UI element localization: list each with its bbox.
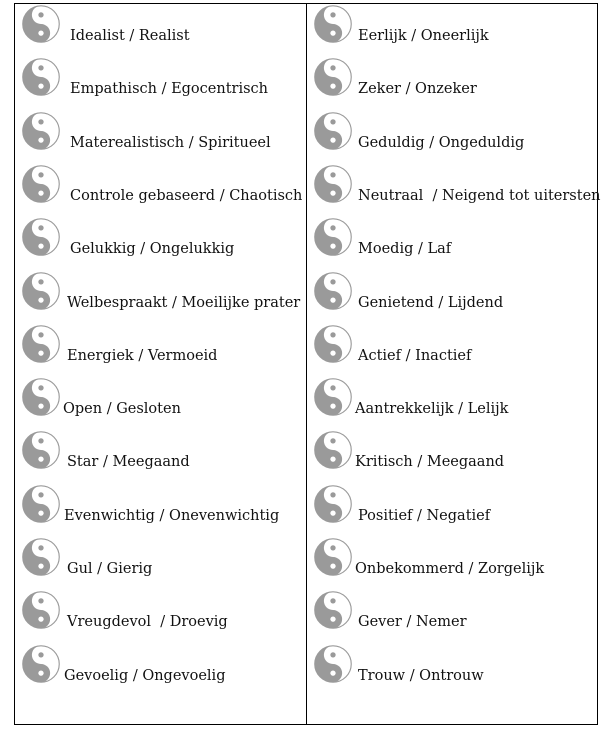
word-pair-row (15, 272, 306, 325)
word-pair-row (15, 58, 306, 111)
yin-yang-icon (314, 591, 352, 629)
word-pair-label: Positief / Negatief (358, 507, 491, 524)
yin-yang-icon (22, 378, 60, 416)
word-pair-row (15, 431, 306, 484)
yin-yang-icon (314, 325, 352, 363)
word-pair-row (15, 325, 306, 378)
word-pair-label: Welbespraakt / Moeilijke prater (67, 294, 301, 311)
word-pair-label: Controle gebaseerd / Chaotisch (70, 187, 303, 204)
word-pair-label: Evenwichtig / Onevenwichtig (64, 507, 280, 524)
word-pair-label: Kritisch / Meegaand (355, 454, 505, 471)
word-pair-row (15, 5, 306, 58)
yin-yang-icon (314, 112, 352, 150)
word-pair-label: Energiek / Vermoeid (67, 347, 218, 364)
word-pair-row (307, 218, 597, 271)
yin-yang-icon (314, 645, 352, 683)
word-pair-row (15, 485, 306, 538)
word-pair-label: Aantrekkelijk / Lelijk (355, 401, 509, 418)
yin-yang-icon (314, 58, 352, 96)
yin-yang-icon (22, 165, 60, 203)
left-column (15, 4, 307, 724)
yin-yang-icon (314, 538, 352, 576)
word-pair-label: Open / Gesloten (63, 401, 181, 418)
yin-yang-icon (22, 58, 60, 96)
word-pair-row (307, 485, 597, 538)
word-pair-row (15, 112, 306, 165)
word-pair-row (307, 58, 597, 111)
yin-yang-icon (22, 272, 60, 310)
yin-yang-icon (22, 645, 60, 683)
yin-yang-icon (314, 5, 352, 43)
yin-yang-icon (22, 218, 60, 256)
word-pair-label: Materealistisch / Spiritueel (70, 134, 271, 151)
yin-yang-icon (314, 431, 352, 469)
word-pair-row (307, 325, 597, 378)
yin-yang-icon (314, 485, 352, 523)
word-pair-label: Eerlijk / Oneerlijk (358, 28, 489, 44)
yin-yang-icon (22, 112, 60, 150)
word-pair-row (307, 5, 597, 58)
word-pair-row (307, 378, 597, 431)
word-pair-table (14, 3, 601, 725)
word-pair-row (15, 218, 306, 271)
yin-yang-icon (22, 325, 60, 363)
word-pair-label: Vreugdevol / Droevig (67, 614, 228, 631)
word-pair-row (307, 645, 597, 698)
right-column (307, 4, 601, 724)
word-pair-row (307, 112, 597, 165)
word-pair-row (15, 591, 306, 644)
word-pair-label: Empathisch / Egocentrisch (70, 81, 269, 98)
word-pair-row (15, 538, 306, 591)
yin-yang-icon (22, 485, 60, 523)
yin-yang-icon (314, 272, 352, 310)
word-pair-label: Gelukkig / Ongelukkig (70, 241, 235, 258)
word-pair-label: Onbekommerd / Zorgelijk (355, 561, 545, 577)
yin-yang-icon (22, 5, 60, 43)
word-pair-label: Gul / Gierig (67, 561, 153, 577)
yin-yang-icon (22, 538, 60, 576)
word-pair-row (307, 272, 597, 325)
yin-yang-icon (314, 218, 352, 256)
word-pair-label: Actief / Inactief (358, 347, 472, 364)
yin-yang-icon (22, 431, 60, 469)
word-pair-row (15, 378, 306, 431)
word-pair-row (307, 591, 597, 644)
word-pair-label: Star / Meegaand (67, 454, 190, 471)
word-pair-label: Zeker / Onzeker (358, 81, 477, 98)
yin-yang-icon (22, 591, 60, 629)
yin-yang-icon (314, 165, 352, 203)
word-pair-label: Trouw / Ontrouw (358, 667, 484, 684)
word-pair-row (307, 431, 597, 484)
word-pair-label: Neutraal / Neigend tot uitersten (358, 187, 601, 204)
word-pair-row (15, 645, 306, 698)
yin-yang-icon (314, 378, 352, 416)
word-pair-label: Idealist / Realist (70, 28, 190, 44)
word-pair-label: Moedig / Laf (358, 241, 452, 258)
word-pair-row (15, 165, 306, 218)
word-pair-row (307, 165, 601, 218)
word-pair-label: Genietend / Lijdend (358, 294, 504, 311)
word-pair-label: Geduldig / Ongeduldig (358, 134, 525, 151)
word-pair-label: Gever / Nemer (358, 614, 467, 631)
word-pair-label: Gevoelig / Ongevoelig (64, 667, 226, 684)
word-pair-row (307, 538, 597, 591)
